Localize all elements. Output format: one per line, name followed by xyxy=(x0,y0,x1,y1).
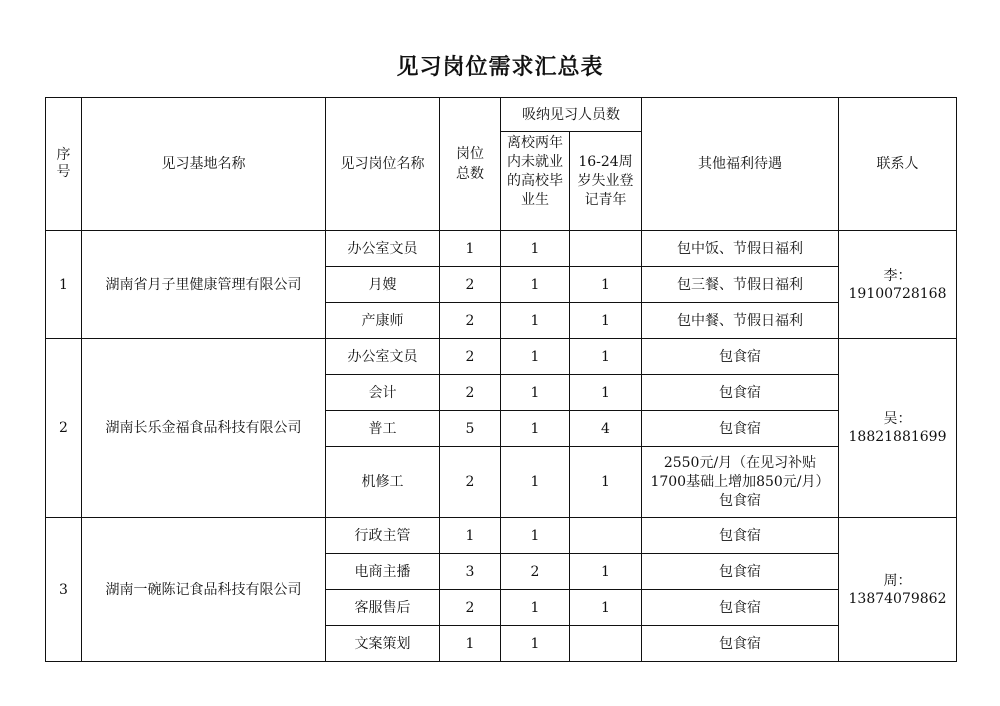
post-total-cell: 1 xyxy=(440,626,501,662)
absorb-grad-cell: 1 xyxy=(501,518,570,554)
header-post-total: 岗位总数 xyxy=(440,98,501,231)
absorb-youth-cell: 1 xyxy=(570,303,642,339)
contact-cell xyxy=(839,339,957,518)
welfare-cell xyxy=(642,554,839,590)
post-total-cell: 2 xyxy=(440,447,501,518)
welfare-cell xyxy=(642,231,839,267)
contact-phone: 18821881699 xyxy=(848,429,947,445)
welfare-text: 包食宿 xyxy=(719,384,761,401)
absorb-youth-cell: 1 xyxy=(570,267,642,303)
absorb-grad-cell: 1 xyxy=(501,231,570,267)
absorb-grad-cell: 2 xyxy=(501,554,570,590)
table-row xyxy=(46,231,957,267)
welfare-text: 包食宿 xyxy=(719,348,761,365)
absorb-youth-cell xyxy=(570,231,642,267)
absorb-grad-cell: 1 xyxy=(501,375,570,411)
contact-name: 周： xyxy=(883,572,912,589)
absorb-grad-cell: 1 xyxy=(501,339,570,375)
welfare-text: 包食宿 xyxy=(719,420,761,437)
seq-cell: 2 xyxy=(46,339,82,518)
absorb-youth-cell: 4 xyxy=(570,411,642,447)
table-row xyxy=(46,518,957,554)
welfare-text: 2550元/月（在见习补贴1700基础上增加850元/月）包食宿 xyxy=(650,454,830,509)
absorb-grad-cell: 1 xyxy=(501,267,570,303)
welfare-text: 包中餐、节假日福利 xyxy=(677,312,803,329)
page-title: 见习岗位需求汇总表 xyxy=(396,54,604,80)
absorb-grad-cell: 1 xyxy=(501,447,570,518)
absorb-youth-cell: 1 xyxy=(570,447,642,518)
table-header xyxy=(46,98,957,231)
post-total-cell: 2 xyxy=(440,339,501,375)
absorb-youth-cell: 1 xyxy=(570,590,642,626)
post-name-cell: 行政主管 xyxy=(326,518,440,554)
welfare-cell xyxy=(642,447,839,518)
welfare-text: 包食宿 xyxy=(719,563,761,580)
seq-cell: 1 xyxy=(46,231,82,339)
seq-cell: 3 xyxy=(46,518,82,662)
absorb-youth-cell: 1 xyxy=(570,554,642,590)
absorb-youth-cell xyxy=(570,518,642,554)
absorb-grad-cell: 1 xyxy=(501,303,570,339)
header-base-name: 见习基地名称 xyxy=(82,98,326,231)
welfare-cell xyxy=(642,518,839,554)
welfare-text: 包食宿 xyxy=(719,635,761,652)
post-name-cell: 办公室文员 xyxy=(326,339,440,375)
post-total-cell: 3 xyxy=(440,554,501,590)
post-total-cell: 2 xyxy=(440,267,501,303)
header-absorb: 吸纳见习人员数 xyxy=(501,98,642,132)
welfare-cell xyxy=(642,267,839,303)
absorb-youth-cell xyxy=(570,626,642,662)
absorb-youth-cell: 1 xyxy=(570,375,642,411)
header-welfare: 其他福利待遇 xyxy=(642,98,839,231)
welfare-text: 包食宿 xyxy=(719,599,761,616)
post-name-cell: 文案策划 xyxy=(326,626,440,662)
post-total-cell: 2 xyxy=(440,375,501,411)
post-name-cell: 机修工 xyxy=(326,447,440,518)
welfare-text: 包中饭、节假日福利 xyxy=(677,240,803,257)
company-name-cell: 湖南一碗陈记食品科技有限公司 xyxy=(82,518,326,662)
absorb-grad-cell: 1 xyxy=(501,590,570,626)
contact-phone: 13874079862 xyxy=(848,590,947,607)
welfare-text: 包三餐、节假日福利 xyxy=(677,276,803,293)
table-row xyxy=(46,339,957,375)
post-name-cell: 会计 xyxy=(326,375,440,411)
post-name-cell: 电商主播 xyxy=(326,554,440,590)
post-name-cell: 办公室文员 xyxy=(326,231,440,267)
company-name-cell: 湖南省月子里健康管理有限公司 xyxy=(82,231,326,339)
absorb-youth-cell: 1 xyxy=(570,339,642,375)
welfare-cell xyxy=(642,339,839,375)
post-name-cell: 普工 xyxy=(326,411,440,447)
post-name-cell: 月嫂 xyxy=(326,267,440,303)
header-contact: 联系人 xyxy=(839,98,957,231)
contact-cell xyxy=(839,518,957,662)
header-seq: 序号 xyxy=(46,98,82,231)
company-name-cell: 湖南长乐金福食品科技有限公司 xyxy=(82,339,326,518)
contact-cell xyxy=(839,231,957,339)
absorb-grad-cell: 1 xyxy=(501,626,570,662)
welfare-cell xyxy=(642,590,839,626)
welfare-text: 包食宿 xyxy=(719,527,761,544)
header-absorb-youth: 16-24周岁失业登记青年 xyxy=(570,132,642,231)
summary-table xyxy=(45,97,957,662)
table-body xyxy=(46,231,957,662)
post-total-cell: 2 xyxy=(440,590,501,626)
welfare-cell xyxy=(642,626,839,662)
post-name-cell: 客服售后 xyxy=(326,590,440,626)
welfare-cell xyxy=(642,375,839,411)
header-absorb-grad: 离校两年内未就业的高校毕业生 xyxy=(501,132,570,231)
post-total-cell: 2 xyxy=(440,303,501,339)
contact-name: 李： xyxy=(883,267,912,284)
post-total-cell: 1 xyxy=(440,231,501,267)
welfare-cell xyxy=(642,411,839,447)
contact-phone: 19100728168 xyxy=(848,285,947,302)
contact-name: 吴： xyxy=(883,411,912,427)
absorb-grad-cell: 1 xyxy=(501,411,570,447)
post-name-cell: 产康师 xyxy=(326,303,440,339)
welfare-cell xyxy=(642,303,839,339)
header-post-name: 见习岗位名称 xyxy=(326,98,440,231)
post-total-cell: 1 xyxy=(440,518,501,554)
post-total-cell: 5 xyxy=(440,411,501,447)
